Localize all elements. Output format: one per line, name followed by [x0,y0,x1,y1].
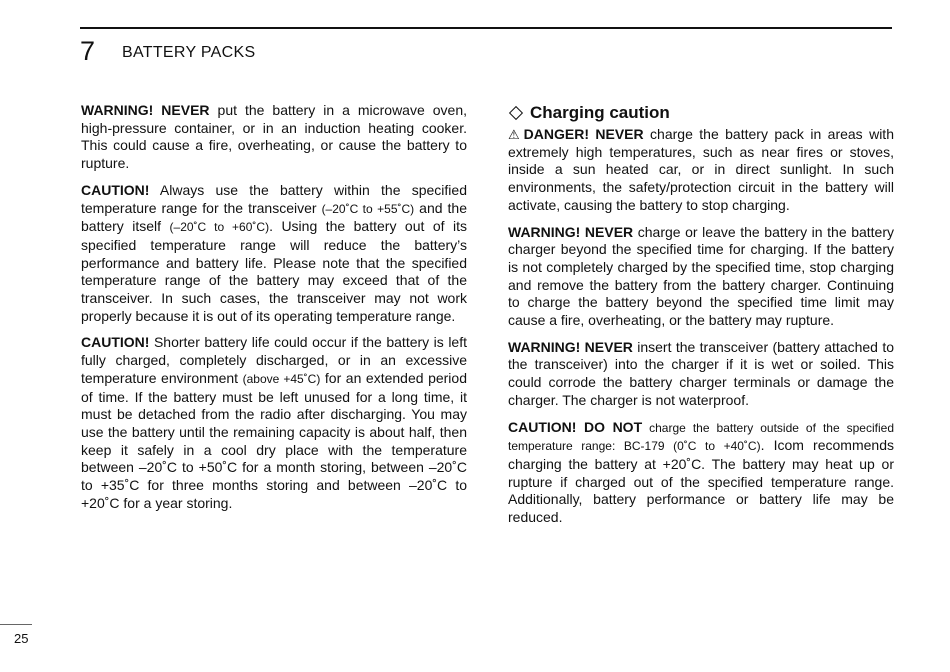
page-number: 25 [14,631,29,646]
battery-temperature-range: (–20˚C to +60˚C) [169,220,270,235]
warning-lead: WARNING! NEVER [508,338,633,355]
danger-paragraph [508,126,894,215]
danger-lead: DANGER! NEVER [523,126,644,142]
warning-lead: WARNING! NEVER [508,223,634,240]
excessive-temperature-range: (above +45˚C) [242,371,321,386]
caution-lead: CAUTION! [81,181,150,198]
charging-temperature-caution-paragraph [508,419,894,527]
chapter-number: 7 [80,36,96,66]
caution-lead: CAUTION! [81,334,150,351]
warning-triangle-icon: ⚠ [508,127,520,142]
page-number-rule [0,624,32,625]
charger-temperature-range: (0˚C to +40˚C) [673,439,761,454]
section-heading [508,103,894,123]
temperature-range-caution-paragraph [81,182,467,326]
paragraph-text: put the battery in a microwave oven, high-pressure container, or in an induction heating cooker. This could cause a fire, overheating, or cause the battery to rupture. [81,102,467,172]
charging-time-warning-paragraph [508,224,894,330]
paragraph-text: . Using the battery out of its specified temperature range will reduce the battery’s performance and battery life. Please note that the specified temperature range of the battery may exceed that of the transceiver. In such cases, the transceiver may not work properly because it is out of its operating temperature range. [81,218,467,324]
section-heading-text: Charging caution [530,103,670,122]
wet-charger-warning-paragraph [508,339,894,410]
paragraph-text: Always use the battery within the specified temperature range for the transceiver [81,181,467,216]
paragraph-text: . Icom recommends charging the battery at +20˚C. The battery may heat up or rupture if charged out of the specified temperature range. Additionally, battery performance or battery life may be reduced. [508,437,894,526]
paragraph-text: insert the transceiver (battery attached to the transceiver) into the charger if it is wet or soiled. This could corrode the battery charger terminals or damage the charger. The charger is not waterproof. [508,338,894,408]
left-column [81,102,467,521]
warning-lead: WARNING! NEVER [81,102,210,118]
right-column [508,103,894,536]
paragraph-text: charge or leave the battery in the battery charger beyond the specified time for charging. If the battery is not completely charged by the specified time, stop charging and remove the battery from the battery charger. Continuing to charge the battery beyond the specified time limit may cause a fire, overheating, or the battery may rupture. [508,223,895,329]
paragraph-text: charge the battery outside of the specified temperature range: BC-179 [508,420,894,454]
paragraph-text: charge the battery pack in areas with extremely high temperatures, such as near fires or stoves, inside a sun heated car, or in direct sunlight. In such environments, the safety/protection circuit in the battery will activate, causing the battery to stop charging. [508,126,894,213]
transceiver-temperature-range: (–20˚C to +55˚C) [321,201,415,216]
paragraph-text: Shorter battery life could occur if the battery is left fully charged, completely discharged, or in an excessive temperature environment [81,334,467,386]
microwave-warning-paragraph [81,102,467,173]
chapter-title: BATTERY PACKS [122,44,256,61]
battery-life-caution-paragraph [81,334,467,512]
paragraph-text: for an extended period of time. If the battery must be left unused for a long time, it must be detached from the radio after discharging. You may use the battery until the remaining capacity is about half, then keep it safely in a cool dry place with the temperature between –20˚C to +50˚C for a month storing, between –20˚C to +35˚C for three months storing and between –20˚C to +20˚C for a year storing. [81,369,467,511]
header-rule [80,27,892,29]
paragraph-text: and the battery itself [81,199,467,235]
diamond-bullet-icon [509,106,523,120]
caution-lead: CAUTION! DO NOT [508,418,643,435]
